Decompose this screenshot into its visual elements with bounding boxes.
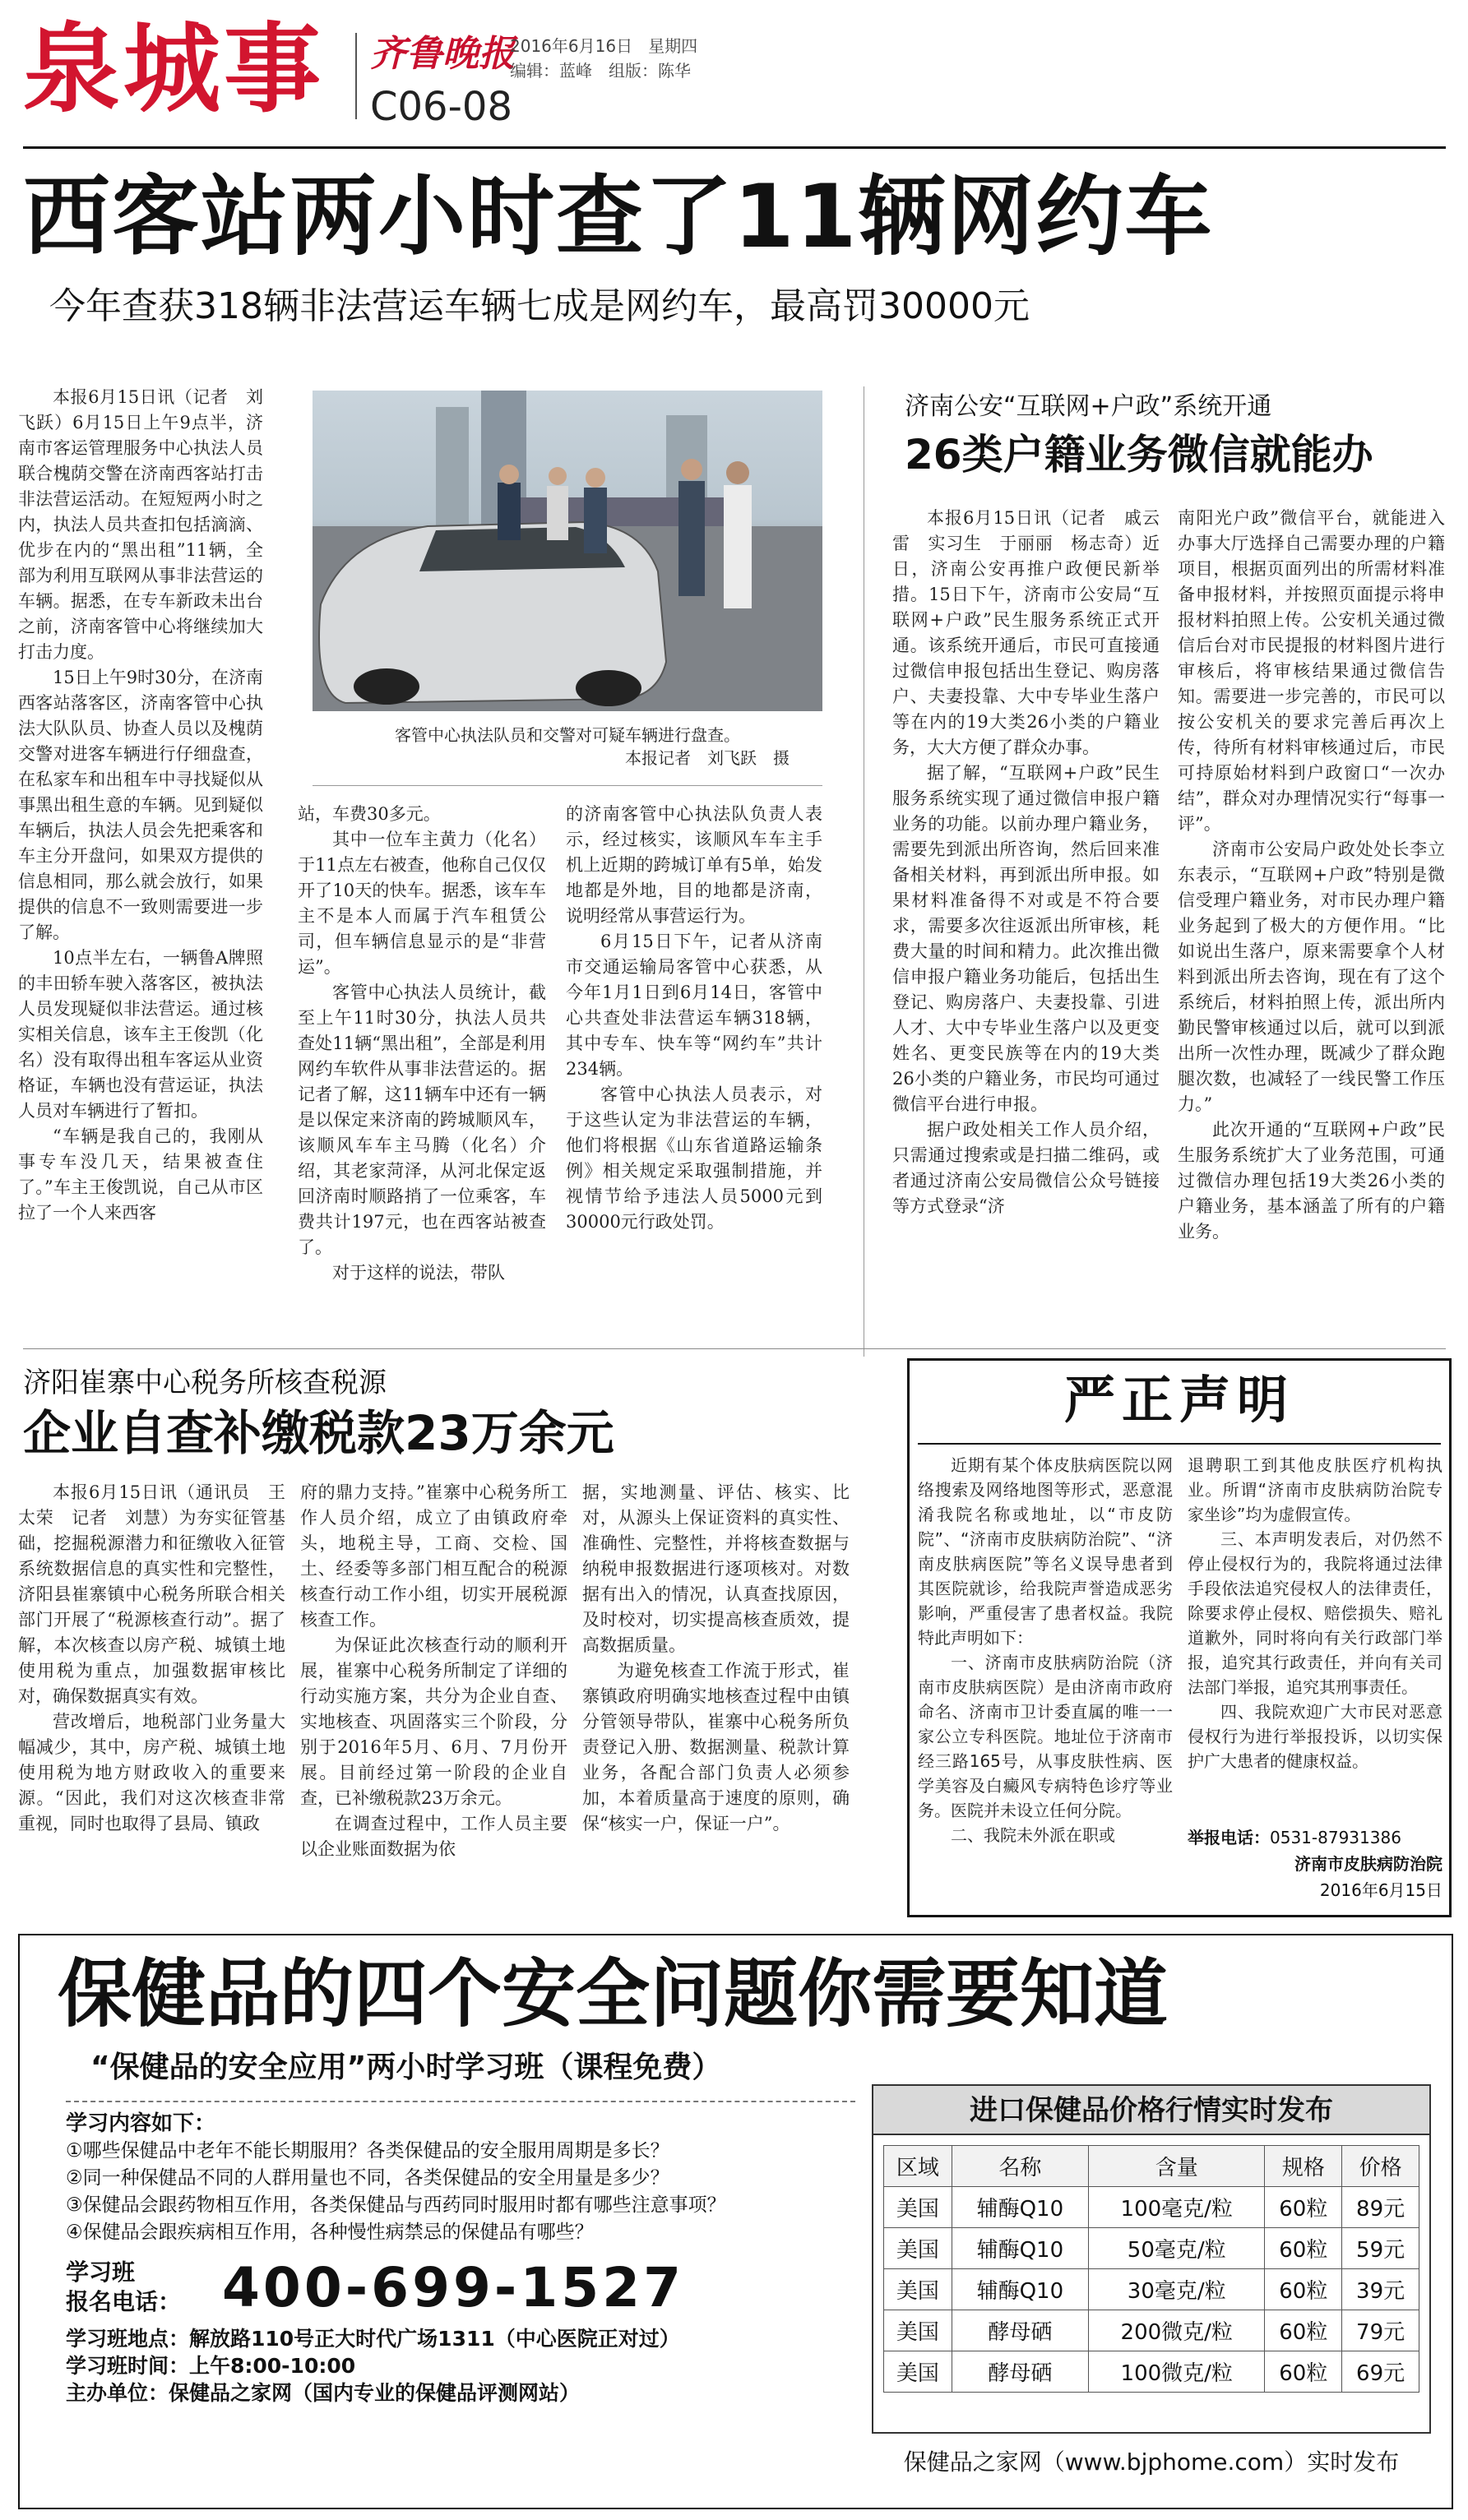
cell-content: 100微克/粒 — [1089, 2351, 1265, 2393]
th-name: 名称 — [952, 2146, 1088, 2187]
notice-title-rule — [918, 1443, 1441, 1445]
table-row — [884, 2351, 1419, 2393]
notice-c1-p3: 二、我院未外派在职或 — [951, 1825, 1115, 1845]
th-price: 价格 — [1342, 2146, 1419, 2187]
story2-c1-p1: 本报6月15日讯（记者 戚云雷 实习生 于丽丽 杨志奇）近日，济南公安再推户政便民新举措。15日下午，济南市公安局“互联网+户政”民生服务系统正式开通。该系统开通后，市民可直接通过微信申报包括出生登记、购房落户、夫妻投靠、大中专毕业生落户等在内的19大类26小类的户籍业务，大大方便了群众办事。 — [892, 508, 1160, 757]
masthead-rule — [23, 146, 1446, 149]
cell-spec: 60粒 — [1265, 2310, 1342, 2351]
hotline-label: 举报电话： — [1188, 1828, 1270, 1847]
photo-credit: 本报记者 刘飞跃 摄 — [625, 748, 790, 768]
story1-photo-caption — [313, 724, 822, 770]
ad-phone-row — [66, 2251, 855, 2325]
cell-spec: 60粒 — [1265, 2351, 1342, 2393]
ad-item-1: ①哪些保健品中老年不能长期服用？各类保健品的安全服用周期是多长？ — [66, 2140, 669, 2162]
story3-headline: 企业自查补缴税款23万余元 — [23, 1405, 614, 1461]
cell-price: 79元 — [1342, 2310, 1419, 2351]
price-table-wrap — [873, 2135, 1429, 2402]
story2-headline: 26类户籍业务微信就能办 — [905, 431, 1373, 479]
story2-col2 — [1178, 506, 1445, 1361]
paper-logo: 齐鲁晚报 — [370, 33, 515, 75]
story3-c3-p1: 据，实地测量、评估、核实、比对，从源头上保证资料的真实性、准确性、完整性，并将核查数据与纳税申报数据进行逐项核对。对数据有出入的情况，认真查找原因，及时校对，切实提高核查质效，提高数据质量。 — [582, 1482, 850, 1655]
notice-title: 严正声明 — [1063, 1370, 1294, 1430]
phone-number[interactable]: 400-699-1527 — [222, 2256, 685, 2319]
masthead-divider — [355, 33, 357, 119]
cell-spec: 60粒 — [1265, 2269, 1342, 2310]
story2-kicker: 济南公安“互联网+户政”系统开通 — [905, 392, 1272, 421]
story3-col3 — [582, 1480, 850, 1924]
notice-c2-p2: 三、本声明发表后，对仍然不停止侵权行为的，我院将通过法律手段依法追究侵权人的法律责任，除要求停止侵权、赔偿损失、赔礼道歉外，同时将向有关行政部门举报，追究其行政责任，并向有关司法部门举报，追究其刑事责任。 — [1188, 1529, 1443, 1697]
ad-address: 学习班地点：解放路110号正大时代广场1311（中心医院正对过） — [66, 2327, 680, 2351]
notice-col1 — [918, 1453, 1173, 1909]
traffic-stop-illustration — [313, 391, 822, 711]
story1-c3-p3: 客管中心执法人员表示，对于这些认定为非法营运的车辆，他们将根据《山东省道路运输条例》相关规定采取强制措施，并视情节给予违法人员5000元到30000元行政处罚。 — [566, 1084, 822, 1232]
weekday-text: 星期四 — [648, 36, 698, 56]
story1-c1-p3: 10点半左右，一辆鲁A牌照的丰田轿车驶入落客区，被执法人员发现疑似非法营运。通过核实相关信息，该车主王俊凯（化名）没有取得出租车客运从业资格证，车辆也没有营运证，执法人员对车辆进行了暂扣。 — [18, 948, 263, 1121]
story1-c1-p4: “车辆是我自己的，我刚从事专车没几天，结果被查住了。”车主王俊凯说，自己从市区拉了一个人来西客 — [18, 1126, 263, 1223]
notice-signer: 济南市皮肤病防治院 — [1294, 1854, 1443, 1874]
th-content: 含量 — [1089, 2146, 1265, 2187]
cell-content: 30毫克/粒 — [1089, 2269, 1265, 2310]
ad-content — [66, 2101, 855, 2487]
cell-name: 辅酶Q10 — [952, 2269, 1088, 2310]
cell-region: 美国 — [884, 2310, 952, 2351]
photo-rule — [313, 785, 822, 786]
story1-c2-p4: 对于这样的说法，带队 — [332, 1263, 505, 1283]
cell-content: 100毫克/粒 — [1089, 2187, 1265, 2228]
story1-col2 — [298, 802, 546, 1361]
cell-name: 酵母硒 — [952, 2351, 1088, 2393]
story1-c1-p1: 本报6月15日讯（记者 刘飞跃）6月15日上午9点半，济南市客运管理服务中心执法人员联合槐荫交警在济南西客站打击非法营运活动。在短短两小时之内，执法人员共查扣包括滴滴、优步在内的“黑出租”11辆，全部为利用互联网从事非法营运的车辆。据悉，在专车新政未出台之前，济南客管中心将继续加大打击力度。 — [18, 387, 263, 662]
story3-col2 — [300, 1480, 567, 1924]
section-title: 泉城事 — [23, 12, 325, 126]
notice-hotline — [1188, 1825, 1443, 1850]
phone-label-line1: 学习班 — [66, 2259, 136, 2286]
cell-region: 美国 — [884, 2269, 952, 2310]
price-table-box — [872, 2084, 1431, 2434]
notice-col2 — [1188, 1453, 1443, 1815]
cell-spec: 60粒 — [1265, 2187, 1342, 2228]
story2-c2-p2: 济南市公安局户政处处长李立东表示，“互联网+户政”特别是微信受理户籍业务，对市民办理户籍业务起到了极大的方便作用。“比如说出生落户，原来需要拿个人材料到派出所去咨询，现在有了这个系统后，材料拍照上传，派出所内勤民警审核通过以后，就可以到派出所一次性办理，既减少了群众跑腿次数，也减轻了一线民警工作压力。” — [1178, 839, 1445, 1114]
story1-subhead: 今年查获318辆非法营运车辆七成是网约车，最高罚30000元 — [49, 285, 1030, 327]
price-table-footer: 保健品之家网（www.bjphome.com）实时发布 — [903, 2448, 1400, 2476]
issue-date — [510, 33, 697, 57]
table-row — [884, 2310, 1419, 2351]
story2-c2-p3: 此次开通的“互联网+户政”民生服务系统扩大了业务范围，可通过微信办理包括19大类26小类的户籍业务，基本涵盖了所有的户籍业务。 — [1178, 1120, 1445, 1242]
th-region: 区域 — [884, 2146, 952, 2187]
story1-c1-p2: 15日上午9时30分，在济南西客站落客区，济南客管中心执法大队队员、协查人员以及槐荫交警对进客车辆进行仔细盘查，在私家车和出租车中寻找疑似从事黑出租生意的车辆。见到疑似车辆后，执法人员会先把乘客和车主分开盘问，如果双方提供的信息相同，那么就会放行，如果提供的信息不一致则需要进一步了解。 — [18, 668, 263, 942]
cell-price: 89元 — [1342, 2187, 1419, 2228]
ad-item-3: ③保健品会跟药物相互作用，各类保健品与西药同时服用时都有哪些注意事项？ — [66, 2194, 726, 2216]
cell-region: 美国 — [884, 2187, 952, 2228]
story1-col3 — [566, 802, 822, 1361]
ad-content-label: 学习内容如下： — [66, 2111, 216, 2136]
cell-price: 39元 — [1342, 2269, 1419, 2310]
ad-host: 主办单位：保健品之家网（国内专业的保健品评测网站） — [66, 2381, 581, 2405]
cell-name: 酵母硒 — [952, 2310, 1088, 2351]
story3-kicker: 济阳崔寨中心税务所核查税源 — [23, 1366, 387, 1399]
hotline-number: 0531-87931386 — [1270, 1828, 1401, 1847]
story1-c2-p3: 客管中心执法人员统计，截至上午11时30分，执法人员共查处11辆“黑出租”，全部是利用网约车软件从事非法营运的。据记者了解，这11辆车中还有一辆是以保定来济南的跨城顺风车，该顺风车车主马腾（化名）介绍，其老家菏泽，从河北保定返回济南时顺路捎了一位乘客，车费共计197元，也在西客站被查了。 — [298, 983, 546, 1257]
story1-col1 — [18, 385, 263, 1355]
story1-c3-p2: 6月15日下午，记者从济南市交通运输局客管中心获悉，从今年1月1日到6月14日，客管中心共查处非法营运车辆318辆，其中专车、快车等“网约车”共计234辆。 — [566, 932, 822, 1079]
ad-item-2: ②同一种保健品不同的人群用量也不同，各类保健品的安全用量是多少？ — [66, 2167, 669, 2189]
cell-price: 59元 — [1342, 2228, 1419, 2269]
cell-price: 69元 — [1342, 2351, 1419, 2393]
cell-name: 辅酶Q10 — [952, 2187, 1088, 2228]
story2-col1 — [892, 506, 1160, 1361]
notice-c1-p2: 一、济南市皮肤病防治院（济南市皮肤病医院）是由济南市政府命名、济南市卫计委直属的唯一一家公立专科医院。地址位于济南市经三路165号，从事皮肤性病、医学美容及白癜风专病特色诊疗等业务。医院并未设立任何分院。 — [918, 1653, 1173, 1820]
editors-line: 编辑：蓝峰 组版：陈华 — [510, 61, 691, 81]
ad-item-4: ④保健品会跟疾病相互作用，各种慢性病禁忌的保健品有哪些？ — [66, 2222, 594, 2243]
page-number: C06-08 — [370, 84, 512, 130]
ad-subhead: “保健品的安全应用”两小时学习班（课程免费） — [90, 2051, 722, 2084]
story2-c1-p2: 据了解，“互联网+户政”民生服务系统实现了通过微信申报户籍业务的功能。以前办理户籍业务，需要先到派出所咨询，然后回来准备相关材料，再到派出所申报。如果材料准备得不对或是不符合要求，需要多次往返派出所审核，耗费大量的时间和精力。此次推出微信申报户籍业务功能后，包括出生登记、购房落户、夫妻投靠、引进人才、大中专毕业生落户以及更变姓名、更变民族等在内的19大类26小类的户籍业务，市民均可通过微信平台进行申报。 — [892, 763, 1160, 1114]
phone-label — [66, 2258, 181, 2317]
story2-c2-p1: 南阳光户政”微信平台，就能进入办事大厅选择自己需要办理的户籍项目，根据页面列出的所需材料准备申报材料，并按照页面提示将申报材料拍照上传。公安机关通过微信后台对市民提报的材料图片进行审核后，将审核结果通过微信告知。需要进一步完善的，市民可以按公安机关的要求完善后再次上传，待所有材料审核通过后，市民可持原始材料到户政窗口“一次办结”，群众对办理情况实行“每事一评”。 — [1178, 508, 1445, 834]
price-table-header — [884, 2146, 1419, 2187]
notice-date: 2016年6月15日 — [1319, 1880, 1443, 1900]
story3-c1-p1: 本报6月15日讯（通讯员 王太荣 记者 刘慧）为夯实征管基础，挖掘税源潜力和征缴收入征管系统数据信息的真实性和完整性，济阳县崔寨镇中心税务所联合相关部门开展了“税源核查行动”。据了解，本次核查以房产税、城镇土地使用税为重点，加强数据审核比对，确保数据真实有效。 — [18, 1482, 285, 1706]
price-table-title: 进口保健品价格行情实时发布 — [873, 2086, 1429, 2135]
price-table — [883, 2145, 1419, 2393]
story1-photo — [313, 391, 822, 711]
story3-c2-p1: 府的鼎力支持。”崔寨中心税务所工作人员介绍，成立了由镇政府牵头，地税主导，工商、交检、国土、经委等多部门相互配合的税源核查行动工作小组，切实开展税源核查工作。 — [300, 1482, 567, 1630]
story3-c3-p2: 为避免核查工作流于形式，崔寨镇政府明确实地核查过程中由镇分管领导带队，崔寨中心税务所负责登记入册、数据测量、税款计算业务，各配合部门负责人必须参加，本着质量高于速度的原则，确保“核实一户，保证一户”。 — [582, 1661, 850, 1833]
notice-c1-p1: 近期有某个体皮肤病医院以网络搜索及网络地图等形式，恶意混淆我院名称或地址，以“市皮防院”、“济南市皮肤病防治院”、“济南皮肤病医院”等名义误导患者到其医院就诊，给我院声誉造成恶劣影响，严重侵害了患者权益。我院特此声明如下： — [918, 1455, 1173, 1648]
story3-col1 — [18, 1480, 285, 1924]
cell-name: 辅酶Q10 — [952, 2228, 1088, 2269]
story2-c1-p3: 据户政处相关工作人员介绍，只需通过搜索或是扫描二维码，或者通过济南公安局微信公众号链接等方式登录“济 — [892, 1120, 1160, 1216]
story3-c1-p2: 营改增后，地税部门业务量大幅减少，其中，房产税、城镇土地使用税为地方财政收入的重要来源。“因此，我们对这次核查非常重视，同时也取得了县局、镇政 — [18, 1712, 285, 1833]
story1-c2-p1: 站，车费30多元。 — [298, 804, 441, 824]
mid-rule — [23, 1348, 1446, 1349]
table-row — [884, 2228, 1419, 2269]
th-spec: 规格 — [1265, 2146, 1342, 2187]
ad-time: 学习班时间：上午8:00-10:00 — [66, 2354, 356, 2378]
notice-c2-p1: 退聘职工到其他皮肤医疗机构执业。所谓“济南市皮肤病防治院专家坐诊”均为虚假宣传。 — [1188, 1455, 1443, 1524]
story1-headline: 西客站两小时查了11辆网约车 — [23, 166, 1214, 267]
notice-c2-p3: 四、我院欢迎广大市民对恶意侵权行为进行举报投诉，以切实保护广大患者的健康权益。 — [1188, 1702, 1443, 1771]
cell-spec: 60粒 — [1265, 2228, 1342, 2269]
ad-headline: 保健品的四个安全问题你需要知道 — [58, 1951, 1168, 2037]
story3-c2-p3: 在调查过程中，工作人员主要以企业账面数据为依 — [300, 1814, 567, 1859]
caption-text: 客管中心执法队员和交警对可疑车辆进行盘查。 — [395, 725, 740, 745]
phone-label-line2: 报名电话： — [66, 2288, 182, 2315]
cell-region: 美国 — [884, 2228, 952, 2269]
table-row — [884, 2269, 1419, 2310]
table-row — [884, 2187, 1419, 2228]
cell-content: 200微克/粒 — [1089, 2310, 1265, 2351]
notice-box — [907, 1358, 1452, 1917]
story1-c2-p2: 其中一位车主黄力（化名）于11点左右被查，他称自己仅仅开了10天的快车。据悉，该车车主不是本人而属于汽车租赁公司，但车辆信息显示的是“非营运”。 — [298, 830, 546, 977]
story1-c3-p1: 的济南客管中心执法队负责人表示，经过核实，该顺风车车主手机上近期的跨城订单有5单，始发地都是外地，目的地都是济南，说明经常从事营运行为。 — [566, 804, 822, 926]
story3-c2-p2: 为保证此次核查行动的顺利开展，崔寨中心税务所制定了详细的行动实施方案，共分为企业自查、实地核查、巩固落实三个阶段，分别于2016年5月、6月、7月份开展。目前经过第一阶段的企业自查，已补缴税款23万余元。 — [300, 1635, 567, 1808]
cell-content: 50毫克/粒 — [1089, 2228, 1265, 2269]
cell-region: 美国 — [884, 2351, 952, 2393]
date-text: 2016年6月16日 — [510, 36, 633, 56]
